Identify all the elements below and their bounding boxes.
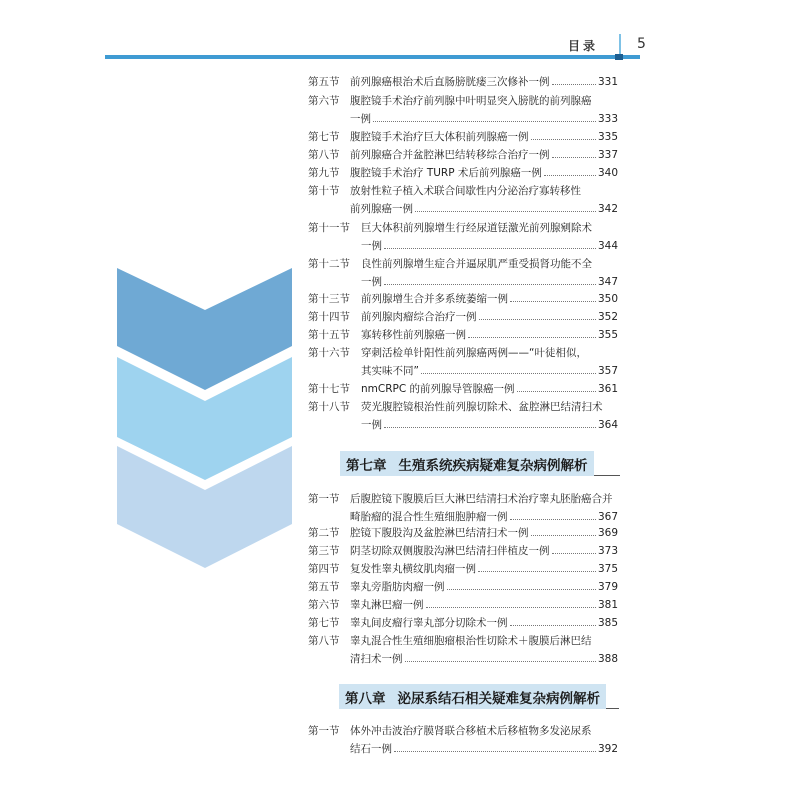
entry-page-number: 350 xyxy=(597,293,618,305)
section-label: 第十一节 xyxy=(308,222,350,234)
section-label: 第四节 xyxy=(308,563,340,575)
entry-title: 体外冲击波治疗膜肾联合移植术后移植物多发泌尿系 xyxy=(350,725,592,737)
dot-leader xyxy=(552,147,596,158)
section-label: 第七节 xyxy=(308,131,340,143)
entry-title: 前列腺肉瘤综合治疗一例 xyxy=(361,311,477,323)
dot-leader xyxy=(384,274,596,285)
entry-title: 巨大体积前列腺增生行经尿道铥激光前列腺剜除术 xyxy=(361,222,592,234)
section-label: 第二节 xyxy=(308,527,340,539)
section-label: 第一节 xyxy=(308,493,340,505)
entry-page-number: 364 xyxy=(597,419,618,431)
entry-title: 前列腺癌合并盆腔淋巴结转移综合治疗一例 xyxy=(350,149,550,161)
entry-title: 前列腺癌根治术后直肠膀胱瘘三次修补一例 xyxy=(350,76,550,88)
entry-title: 睾丸淋巴瘤一例 xyxy=(350,599,424,611)
dot-leader xyxy=(405,651,596,662)
entry-title: 腹腔镜手术治疗巨大体积前列腺癌一例 xyxy=(350,131,529,143)
dot-leader xyxy=(544,165,596,176)
entry-page-number: 381 xyxy=(597,599,618,611)
chapter-heading-box xyxy=(339,684,606,709)
entry-line-with-leader xyxy=(350,614,618,632)
entry-line-with-leader xyxy=(350,146,618,164)
entry-line-with-leader xyxy=(350,110,618,128)
entry-line-with-leader xyxy=(350,650,618,668)
section-label: 第九节 xyxy=(308,167,340,179)
entry-line-with-leader xyxy=(361,362,618,380)
entry-title: 寡转移性前列腺癌一例 xyxy=(361,329,466,341)
section-label: 第十二节 xyxy=(308,258,350,270)
entry-page-number: 367 xyxy=(597,511,618,523)
dot-leader xyxy=(531,129,596,140)
dot-leader xyxy=(426,597,596,608)
dot-leader xyxy=(478,561,596,572)
entry-line-with-leader xyxy=(350,578,618,596)
section-label: 第十四节 xyxy=(308,311,350,323)
entry-line-with-leader xyxy=(350,524,618,542)
section-label: 第一节 xyxy=(308,725,340,737)
entry-title: 一例 xyxy=(361,419,382,431)
running-header-title: 目录 xyxy=(568,39,599,53)
entry-page-number: 331 xyxy=(597,76,618,88)
dot-leader xyxy=(510,291,596,302)
entry-title: 前列腺增生合并多系统萎缩一例 xyxy=(361,293,508,305)
entry-title: 一例 xyxy=(361,240,382,252)
entry-title: 后腹腔镜下腹膜后巨大淋巴结清扫术治疗睾丸胚胎癌合并 xyxy=(350,493,613,505)
entry-title: 结石一例 xyxy=(350,743,392,755)
page-number: 5 xyxy=(637,36,646,52)
chapter-number: 第八章 xyxy=(345,691,386,707)
entry-page-number: 342 xyxy=(597,203,618,215)
entry-title: 睾丸间皮瘤行睾丸部分切除术一例 xyxy=(350,617,508,629)
section-label: 第五节 xyxy=(308,581,340,593)
chapter-number: 第七章 xyxy=(346,458,387,474)
entry-line-with-leader xyxy=(350,200,618,218)
dot-leader xyxy=(510,615,596,626)
entry-page-number: 355 xyxy=(597,329,618,341)
entry-page-number: 357 xyxy=(597,365,618,377)
section-label: 第七节 xyxy=(308,617,340,629)
dot-leader xyxy=(552,74,596,85)
section-label: 第十五节 xyxy=(308,329,350,341)
section-label: 第十节 xyxy=(308,185,340,197)
dot-leader xyxy=(531,525,596,536)
entry-line-with-leader xyxy=(361,416,618,434)
entry-title: 腔镜下腹股沟及盆腔淋巴结清扫术一例 xyxy=(350,527,529,539)
entry-page-number: 335 xyxy=(597,131,618,143)
dot-leader xyxy=(373,111,596,122)
section-label: 第十七节 xyxy=(308,383,350,395)
section-label: 第十六节 xyxy=(308,347,350,359)
dot-leader xyxy=(468,327,596,338)
entry-line-with-leader xyxy=(350,560,618,578)
dot-leader xyxy=(510,509,596,520)
entry-page-number: 352 xyxy=(597,311,618,323)
entry-page-number: 333 xyxy=(597,113,618,125)
entry-page-number: 392 xyxy=(597,743,618,755)
dot-leader xyxy=(384,417,596,428)
section-label: 第十八节 xyxy=(308,401,350,413)
entry-page-number: 373 xyxy=(597,545,618,557)
entry-line-with-leader xyxy=(350,73,618,91)
chapter-heading-box xyxy=(340,451,594,476)
entry-page-number: 375 xyxy=(597,563,618,575)
entry-title: 睾丸混合性生殖细胞瘤根治性切除术＋腹膜后淋巴结 xyxy=(350,635,592,647)
entry-page-number: 344 xyxy=(597,240,618,252)
section-label: 第八节 xyxy=(308,635,340,647)
entry-line-with-leader xyxy=(350,128,618,146)
entry-line-with-leader xyxy=(361,326,618,344)
dot-leader xyxy=(552,543,596,554)
entry-page-number: 385 xyxy=(597,617,618,629)
section-label: 第三节 xyxy=(308,545,340,557)
entry-title: 荧光腹腔镜根治性前列腺切除术、盆腔淋巴结清扫术 xyxy=(361,401,603,413)
entry-page-number: 388 xyxy=(597,653,618,665)
dot-leader xyxy=(421,363,596,374)
chapter-title: 泌尿系结石相关疑难复杂病例解析 xyxy=(397,691,600,707)
section-label: 第八节 xyxy=(308,149,340,161)
entry-line-with-leader xyxy=(361,380,618,398)
entry-title: 复发性睾丸横纹肌肉瘤一例 xyxy=(350,563,476,575)
entry-page-number: 347 xyxy=(597,276,618,288)
dot-leader xyxy=(394,741,596,752)
entry-page-number: 337 xyxy=(597,149,618,161)
entry-title: 清扫术一例 xyxy=(350,653,403,665)
entry-title: 睾丸旁脂肪肉瘤一例 xyxy=(350,581,445,593)
entry-page-number: 369 xyxy=(597,527,618,539)
entry-line-with-leader xyxy=(361,273,618,291)
entry-line-with-leader xyxy=(361,308,618,326)
section-label: 第十三节 xyxy=(308,293,350,305)
entry-title: 腹腔镜手术治疗 TURP 术后前列腺癌一例 xyxy=(350,167,542,179)
entry-title: 一例 xyxy=(361,276,382,288)
entry-title: 穿刺活检单针阳性前列腺癌两例——“叶徒相似， xyxy=(361,347,587,359)
entry-title: 前列腺癌一例 xyxy=(350,203,413,215)
entry-line-with-leader xyxy=(350,542,618,560)
entry-line-with-leader xyxy=(361,237,618,255)
entry-title: 放射性粒子植入术联合间歇性内分泌治疗寡转移性 xyxy=(350,185,581,197)
dot-leader xyxy=(517,381,596,392)
entry-page-number: 379 xyxy=(597,581,618,593)
dot-leader xyxy=(479,309,596,320)
entry-line-with-leader xyxy=(350,740,618,758)
dot-leader xyxy=(384,238,596,249)
entry-title: nmCRPC 的前列腺导管腺癌一例 xyxy=(361,383,515,395)
chapter-heading-7[interactable] xyxy=(340,451,620,476)
section-label: 第五节 xyxy=(308,76,340,88)
entry-title: 一例 xyxy=(350,113,371,125)
entry-line-with-leader xyxy=(361,290,618,308)
entry-title: 腹腔镜手术治疗前列腺中叶明显突入膀胱的前列腺癌 xyxy=(350,95,592,107)
entry-page-number: 340 xyxy=(597,167,618,179)
entry-title: 畸胎瘤的混合性生殖细胞肿瘤一例 xyxy=(350,511,508,523)
entry-title: 阴茎切除双侧腹股沟淋巴结清扫伴植皮一例 xyxy=(350,545,550,557)
entry-line-with-leader xyxy=(350,164,618,182)
entry-title: 其实味不同” xyxy=(361,365,419,377)
chapter-heading-8[interactable] xyxy=(339,684,619,709)
chapter-title: 生殖系统疾病疑难复杂病例解析 xyxy=(398,458,588,474)
dot-leader xyxy=(415,201,596,212)
entry-line-with-leader xyxy=(350,596,618,614)
entry-title: 良性前列腺增生症合并逼尿肌严重受损肾功能不全 xyxy=(361,258,592,270)
section-label: 第六节 xyxy=(308,599,340,611)
entry-page-number: 361 xyxy=(597,383,618,395)
section-label: 第六节 xyxy=(308,95,340,107)
dot-leader xyxy=(447,579,596,590)
